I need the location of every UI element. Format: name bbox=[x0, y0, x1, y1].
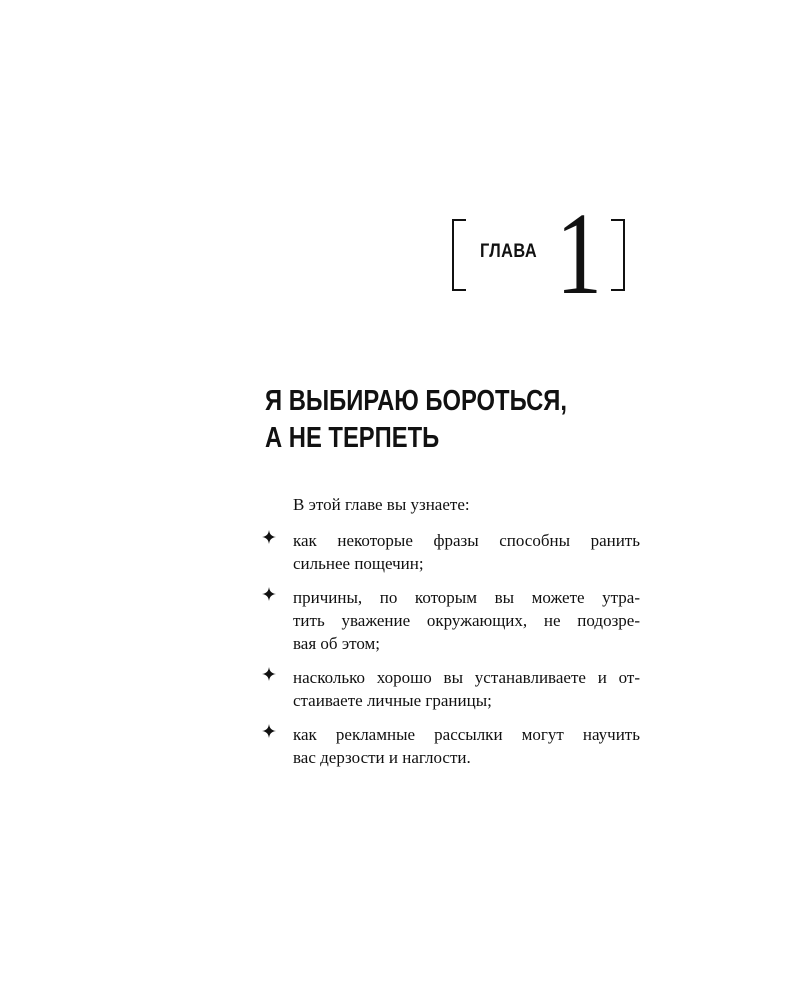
four-point-star-icon bbox=[262, 530, 276, 544]
list-item-text bbox=[293, 586, 640, 655]
four-point-star-icon bbox=[262, 724, 276, 738]
chapter-title-line-2: А НЕ ТЕРПЕТЬ bbox=[265, 422, 440, 454]
chapter-marker bbox=[446, 188, 636, 319]
list-item-line: причины, по которым вы можете утра- bbox=[293, 588, 640, 607]
list-item-text bbox=[293, 666, 640, 712]
list-item-line: тить уважение окружающих, не подозре- bbox=[293, 611, 640, 630]
four-point-star-icon bbox=[262, 667, 276, 681]
chapter-label: ГЛАВА bbox=[480, 241, 538, 262]
list-item bbox=[262, 529, 640, 575]
outcome-list bbox=[262, 529, 640, 780]
list-item-line: стаиваете личные границы; bbox=[293, 691, 492, 710]
list-item-line: вая об этом; bbox=[293, 634, 380, 653]
left-bracket bbox=[452, 219, 466, 291]
list-item-line: насколько хорошо вы устанавливаете и от- bbox=[293, 668, 640, 687]
list-item-line: как некоторые фразы способны ранить bbox=[293, 531, 640, 550]
list-item bbox=[262, 586, 640, 655]
list-item-line: сильнее пощечин; bbox=[293, 554, 424, 573]
right-bracket bbox=[611, 219, 625, 291]
list-item-text bbox=[293, 529, 640, 575]
chapter-title-line-1: Я ВЫБИРАЮ БОРОТЬСЯ, bbox=[265, 385, 567, 417]
chapter-number: 1 bbox=[556, 188, 603, 319]
list-item-line: как рекламные рассылки могут научить bbox=[293, 725, 640, 744]
list-item-line: вас дерзости и наглости. bbox=[293, 748, 471, 767]
list-item-text bbox=[293, 723, 640, 769]
four-point-star-icon bbox=[262, 587, 276, 601]
list-item bbox=[262, 666, 640, 712]
chapter-title bbox=[265, 383, 593, 457]
list-item bbox=[262, 723, 640, 769]
intro-text: В этой главе вы узнаете: bbox=[293, 495, 470, 514]
